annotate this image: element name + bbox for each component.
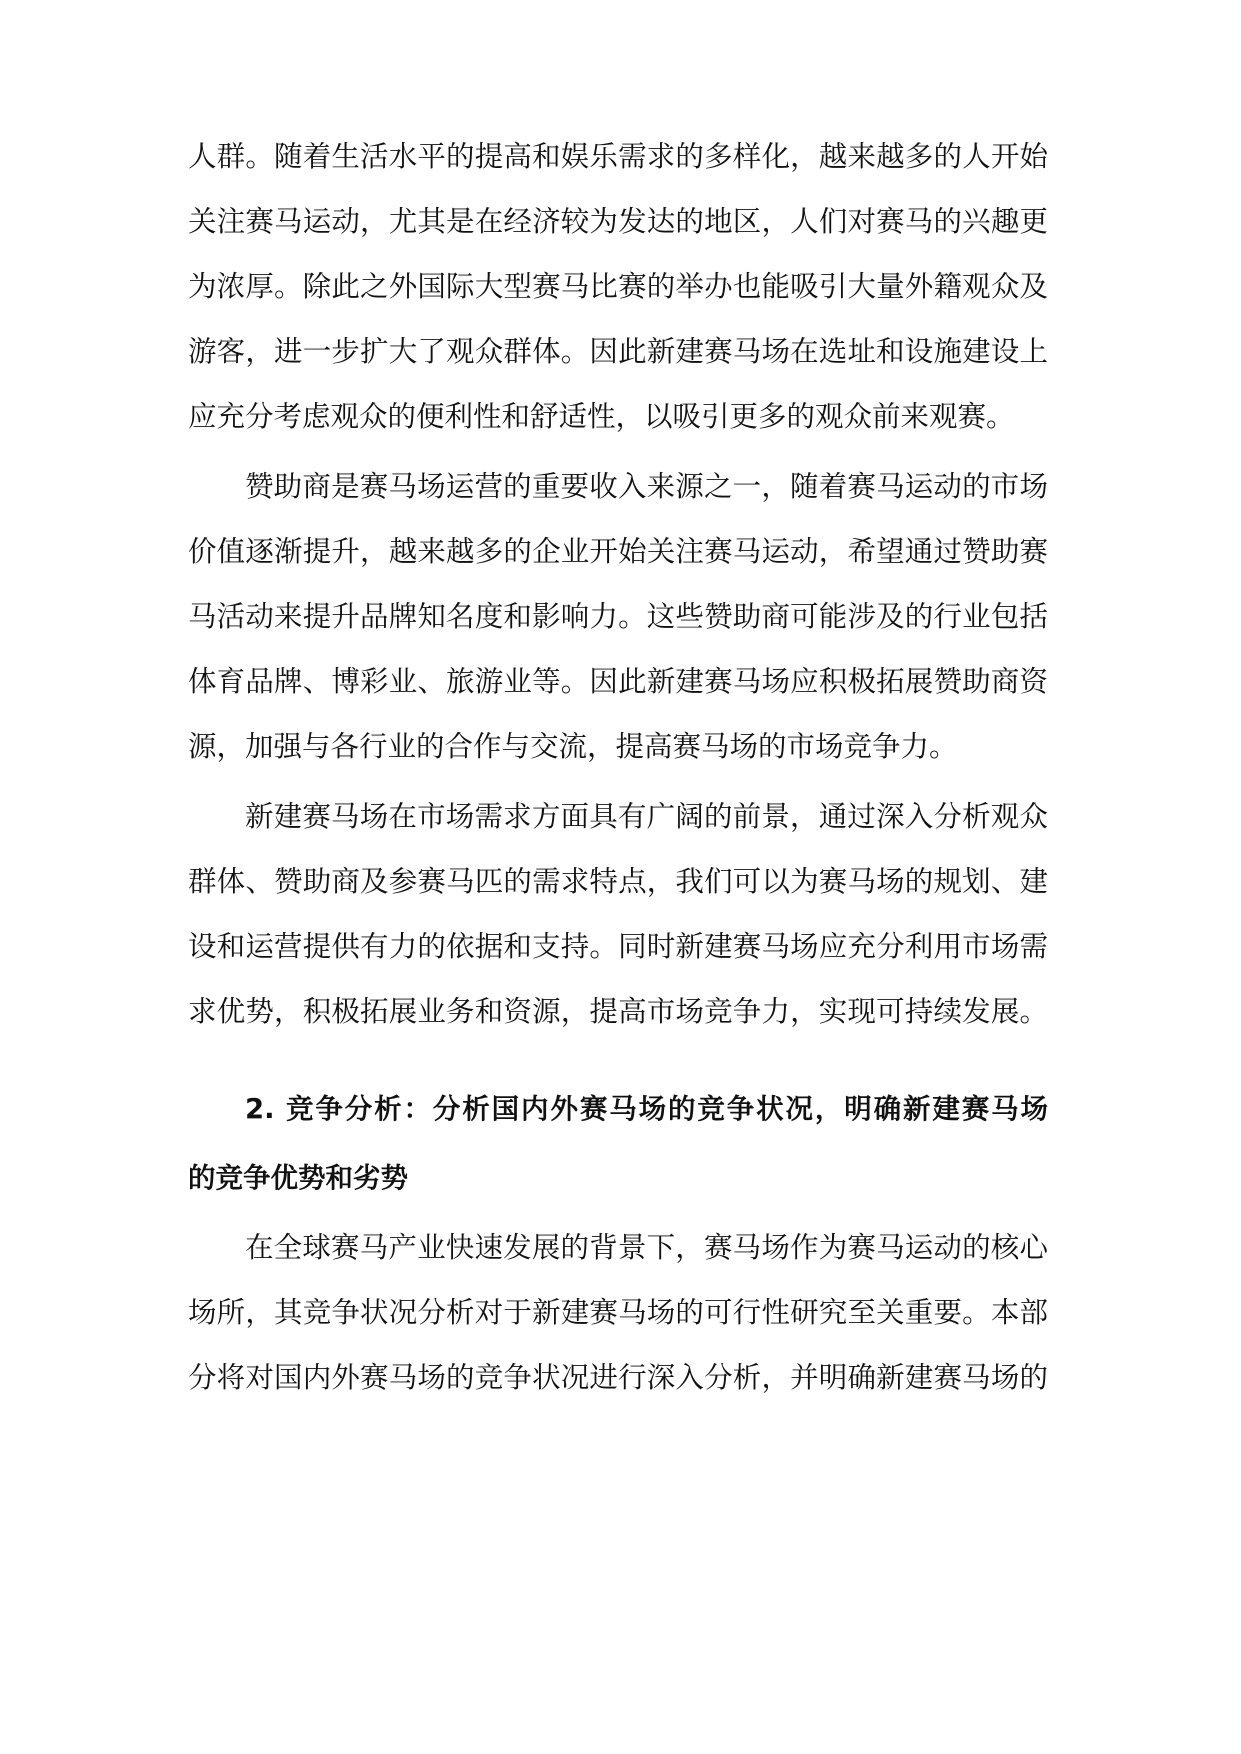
text-line: 在全球赛马产业快速发展的背景下，赛马场作为赛马运动的核心: [245, 1231, 1048, 1264]
text-line: 赞助商是赛马场运营的重要收入来源之一，随着赛马运动的市场: [245, 470, 1048, 503]
text-line: 分将对国内外赛马场的竞争状况进行深入分析，并明确新建赛马场的: [188, 1361, 1048, 1394]
text-line: 求优势，积极拓展业务和资源，提高市场竞争力，实现可持续发展。: [188, 995, 1048, 1028]
text-line: 游客，进一步扩大了观众群体。因此新建赛马场在选址和设施建设上: [188, 335, 1048, 368]
text-line: 场所，其竞争状况分析对于新建赛马场的可行性研究至关重要。本部: [188, 1296, 1048, 1329]
text-line: 人群。随着生活水平的提高和娱乐需求的多样化，越来越多的人开始: [188, 140, 1048, 173]
text-line: 群体、赞助商及参赛马匹的需求特点，我们可以为赛马场的规划、建: [188, 865, 1048, 898]
text-line: 应充分考虑观众的便利性和舒适性，以吸引更多的观众前来观赛。: [188, 400, 1015, 433]
text-line: 价值逐渐提升，越来越多的企业开始关注赛马运动，希望通过赞助赛: [188, 535, 1048, 568]
text-line: 关注赛马运动，尤其是在经济较为发达的地区，人们对赛马的兴趣更: [188, 205, 1048, 238]
text-line: 设和运营提供有力的依据和支持。同时新建赛马场应充分利用市场需: [188, 930, 1048, 963]
heading-line: 2. 竞争分析：分析国内外赛马场的竞争状况，明确新建赛马场: [245, 1093, 1048, 1125]
text-line: 马活动来提升品牌知名度和影响力。这些赞助商可能涉及的行业包括: [188, 600, 1048, 633]
text-line: 体育品牌、博彩业、旅游业等。因此新建赛马场应积极拓展赞助商资: [188, 665, 1048, 698]
text-line: 为浓厚。除此之外国际大型赛马比赛的举办也能吸引大量外籍观众及: [188, 270, 1048, 303]
text-line: 新建赛马场在市场需求方面具有广阔的前景，通过深入分析观众: [245, 800, 1048, 833]
text-line: 源，加强与各行业的合作与交流，提高赛马场的市场竞争力。: [188, 730, 958, 763]
heading-line: 的竞争优势和劣势: [188, 1162, 408, 1194]
